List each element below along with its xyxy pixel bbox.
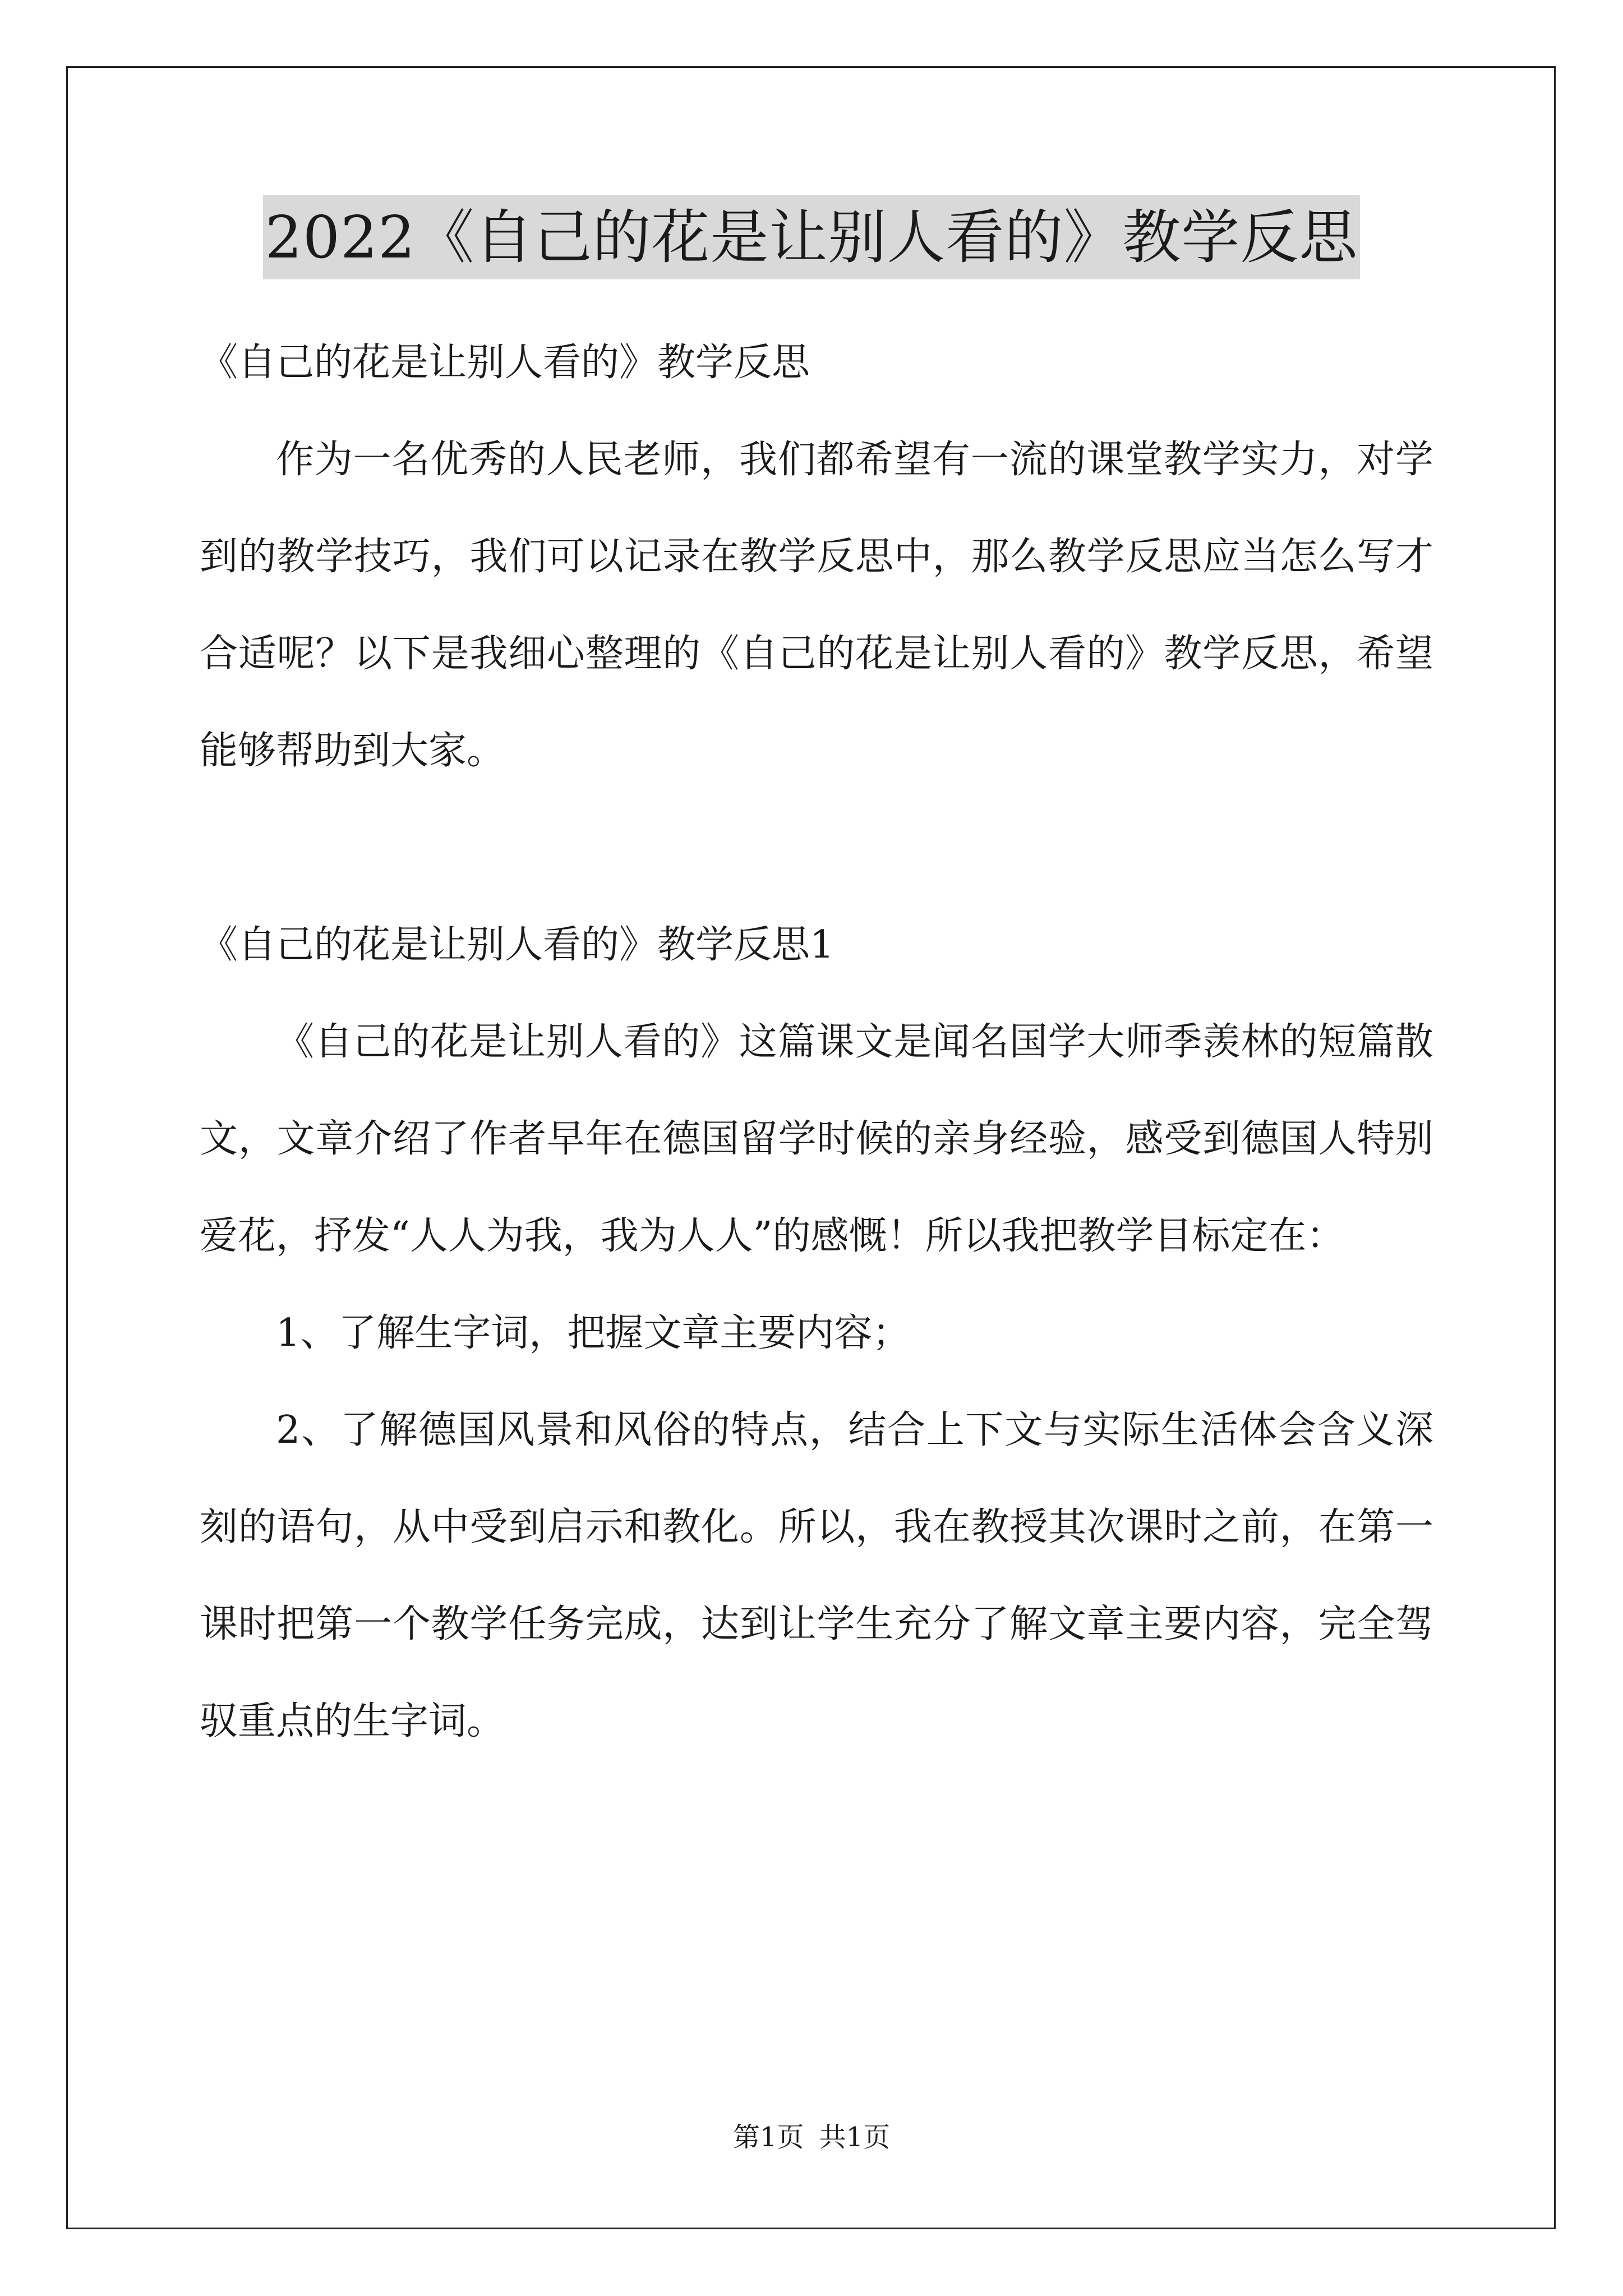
page-number-current: 第1页 bbox=[732, 2122, 804, 2153]
section1-heading: 《自己的花是让别人看的》教学反思1 bbox=[200, 923, 834, 967]
document-title: 2022《自己的花是让别人看的》教学反思 bbox=[263, 195, 1361, 279]
section1-item-2: 2、了解德国风景和风俗的特点，结合上下文与实际生活体会含义深刻的语句，从中受到启示和教化。所以，我在教授其次课时之前，在第一课时把第一个教学任务完成，达到让学生充分了解文章主要内容，完全驾驭重点的生字词。 bbox=[200, 1408, 1433, 1743]
section1-paragraph: 《自己的花是让别人看的》这篇课文是闻名国学大师季羡林的短篇散文，文章介绍了作者早年在德国留学时候的亲身经验，感受到德国人特别爱花，抒发“人人为我，我为人人”的感慨！所以我把教学目标定在： bbox=[200, 1020, 1433, 1258]
title-container bbox=[0, 195, 1623, 279]
page-number-total: 共1页 bbox=[819, 2122, 891, 2153]
document-subtitle: 《自己的花是让别人看的》教学反思 bbox=[200, 341, 810, 385]
section1-item-1: 1、了解生字词，把握文章主要内容； bbox=[276, 1311, 911, 1355]
intro-paragraph: 作为一名优秀的人民老师，我们都希望有一流的课堂教学实力，对学到的教学技巧，我们可以记录在教学反思中，那么教学反思应当怎么写才合适呢？以下是我细心整理的《自己的花是让别人看的》教学反思，希望能够帮助到大家。 bbox=[200, 438, 1433, 773]
section-spacer bbox=[200, 799, 1433, 896]
page-footer bbox=[0, 2120, 1623, 2154]
document-body bbox=[200, 314, 1433, 1770]
